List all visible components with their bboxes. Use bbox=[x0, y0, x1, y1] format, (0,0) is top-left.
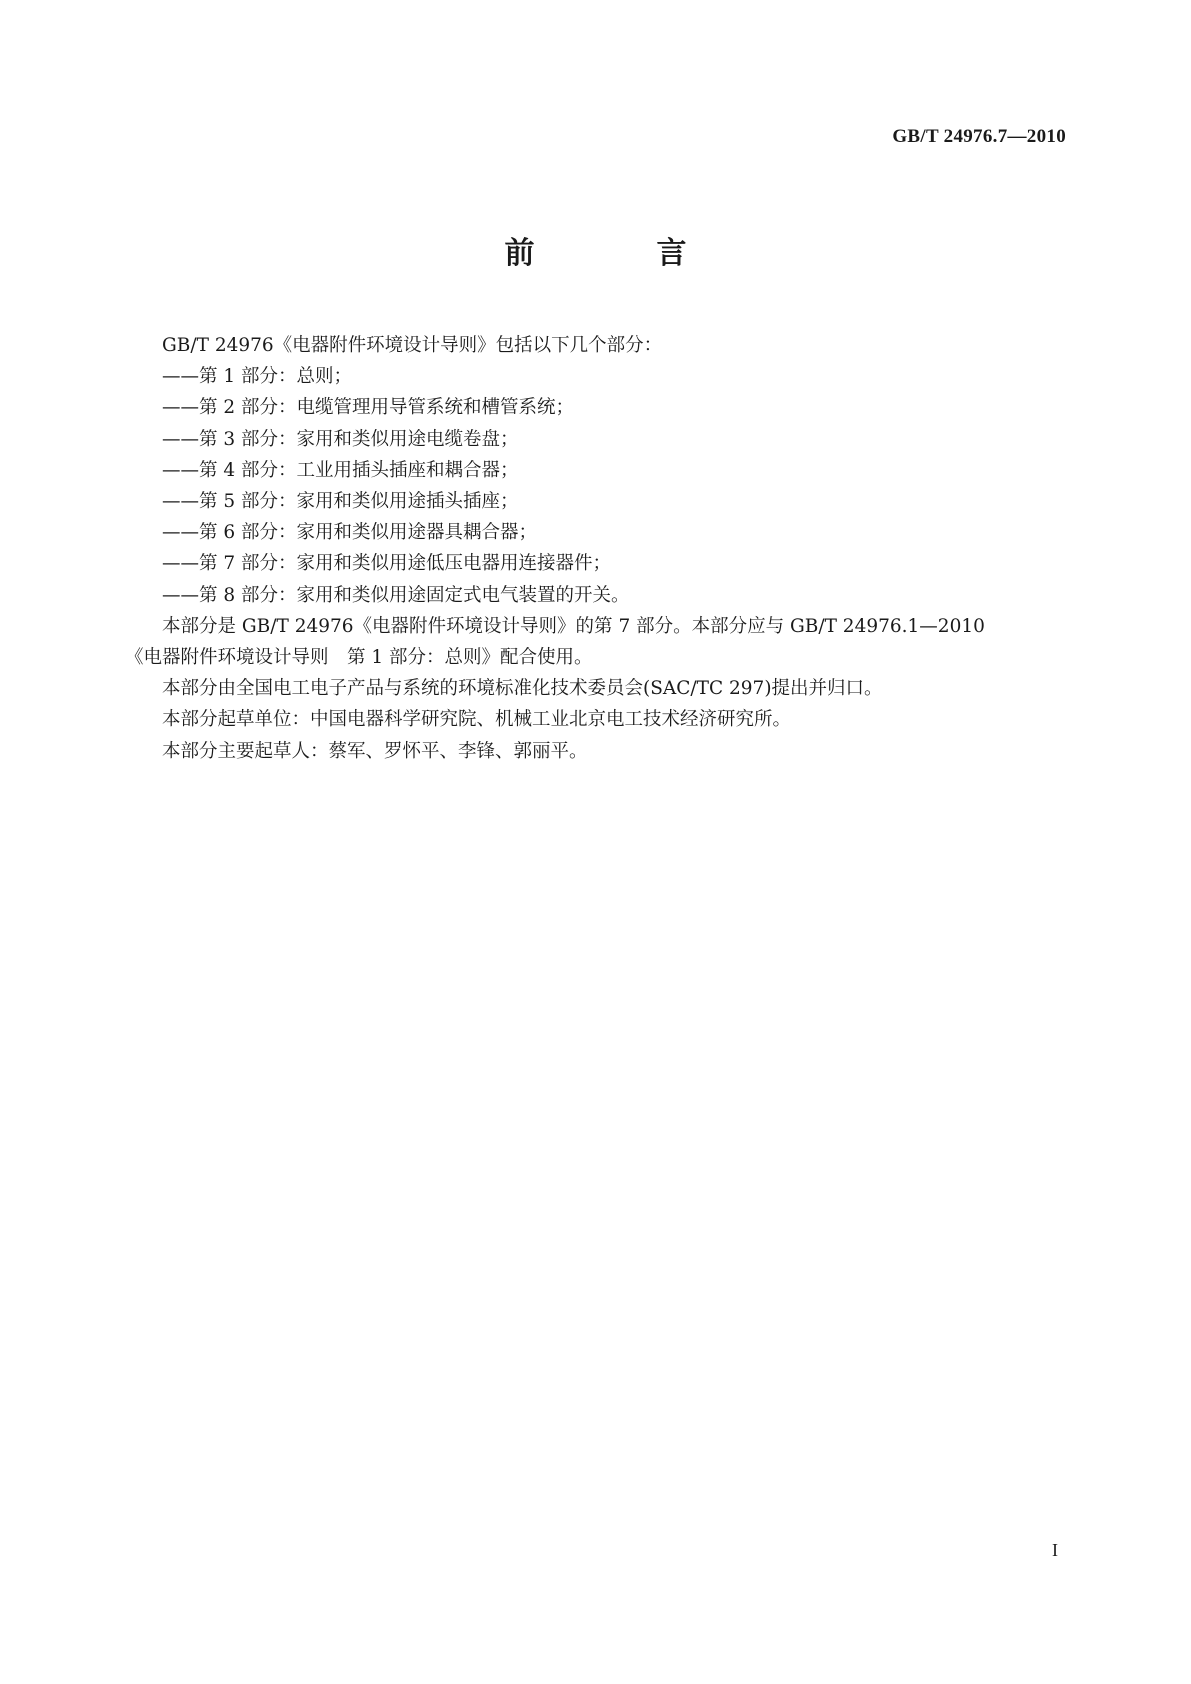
part-list-item: ——第 6 部分：家用和类似用途器具耦合器； bbox=[162, 522, 538, 544]
part-list-item: ——第 5 部分：家用和类似用途插头插座； bbox=[162, 491, 519, 513]
relation-paragraph-line-1: 本部分是 GB/T 24976《电器附件环境设计导则》的第 7 部分。本部分应与 GB/T 24976.1—2010 bbox=[162, 615, 985, 637]
foreword-body bbox=[125, 330, 1065, 767]
relation-paragraph-line-2: 《电器附件环境设计导则 第 1 部分：总则》配合使用。 bbox=[125, 647, 593, 669]
drafters-paragraph: 本部分主要起草人：蔡军、罗怀平、李锋、郭丽平。 bbox=[162, 740, 588, 762]
part-list-item: ——第 1 部分：总则； bbox=[162, 366, 353, 388]
drafting-units-paragraph: 本部分起草单位：中国电器科学研究院、机械工业北京电工技术经济研究所。 bbox=[162, 709, 792, 731]
standard-code: GB/T 24976.7—2010 bbox=[892, 126, 1066, 147]
proposer-paragraph: 本部分由全国电工电子产品与系统的环境标准化技术委员会(SAC/TC 297)提出并归口。 bbox=[162, 678, 883, 700]
part-list-item: ——第 2 部分：电缆管理用导管系统和槽管系统； bbox=[162, 397, 575, 419]
part-list-item: ——第 4 部分：工业用插头插座和耦合器； bbox=[162, 459, 519, 481]
page-title: 前 言 bbox=[504, 236, 733, 271]
part-list-item: ——第 8 部分：家用和类似用途固定式电气装置的开关。 bbox=[162, 584, 630, 606]
intro-paragraph: GB/T 24976《电器附件环境设计导则》包括以下几个部分： bbox=[162, 335, 663, 356]
part-list-item: ——第 7 部分：家用和类似用途低压电器用连接器件； bbox=[162, 553, 612, 575]
page-number: I bbox=[1052, 1540, 1058, 1560]
part-list-item: ——第 3 部分：家用和类似用途电缆卷盘； bbox=[162, 428, 519, 450]
